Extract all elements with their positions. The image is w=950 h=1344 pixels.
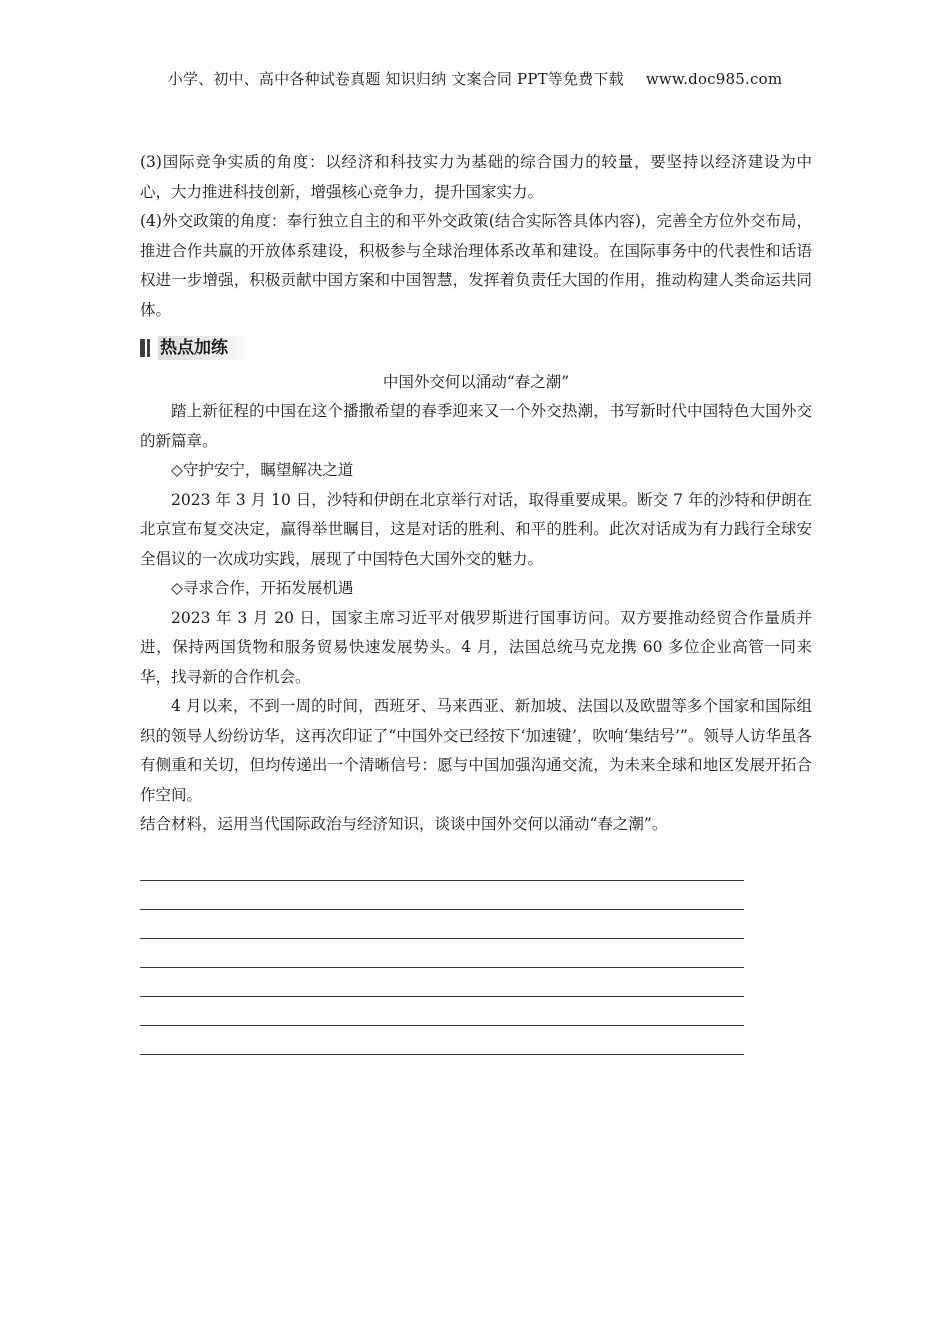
answer-line[interactable] — [140, 910, 744, 939]
header-text: 小学、初中、高中各种试卷真题 知识归纳 文案合同 PPT等免费下载 — [167, 70, 624, 88]
section-marker-icon — [140, 338, 152, 358]
article-intro: 踏上新征程的中国在这个播撒希望的春季迎来又一个外交热潮，书写新时代中国特色大国外交的新篇章。 — [140, 402, 812, 450]
article-subheading-1: ◇守护安宁，瞩望解决之道 — [171, 461, 354, 479]
article-paragraph-1: 2023 年 3 月 10 日，沙特和伊朗在北京举行对话，取得重要成果。断交 7 年的沙特和伊朗在北京宣布复交决定，赢得举世瞩目，这是对话的胜利、和平的胜利。此次对话成为有力践行全球安全倡议的一次成功实践，展现了中国特色大国外交的魅力。 — [140, 490, 812, 568]
page-header — [0, 68, 950, 89]
question-prompt: 结合材料，运用当代国际政治与经济知识，谈谈中国外交何以涌动“春之潮”。 — [140, 815, 668, 833]
answer-line[interactable] — [140, 1026, 744, 1055]
article-title: 中国外交何以涌动“春之潮” — [382, 373, 570, 391]
answer-line[interactable] — [140, 881, 744, 910]
answer-line[interactable] — [140, 939, 744, 968]
article-paragraph-2: 2023 年 3 月 20 日，国家主席习近平对俄罗斯进行国事访问。双方要推动经贸合作量质并进，保持两国货物和服务贸易快速发展势头。4 月，法国总统马克龙携 60 多位企业高管一同来华，找寻新的合作机会。 — [140, 608, 812, 686]
answer-line[interactable] — [140, 997, 744, 1026]
answer-area[interactable] — [140, 852, 744, 1055]
point-4-paragraph: (4)外交政策的角度：奉行独立自主的和平外交政策(结合实际答具体内容)，完善全方位外交布局，推进合作共赢的开放体系建设，积极参与全球治理体系改革和建设。在国际事务中的代表性和话语权进一步增强，积极贡献中国方案和中国智慧，发挥着负责任大国的作用，推动构建人类命运共同体。 — [140, 212, 812, 319]
article-paragraph-3: 4 月以来，不到一周的时间，西班牙、马来西亚、新加坡、法国以及欧盟等多个国家和国际组织的领导人纷纷访华，这再次印证了“中国外交已经按下‘加速键’，吹响‘集结号’”。领导人访华虽各有侧重和关切，但均传递出一个清晰信号：愿与中国加强沟通交流，为未来全球和地区发展开拓合作空间。 — [140, 697, 812, 804]
answer-line[interactable] — [140, 968, 744, 997]
section-tag — [140, 335, 812, 361]
section-label: 热点加练 — [158, 336, 250, 360]
article-subheading-2: ◇寻求合作，开拓发展机遇 — [171, 579, 354, 597]
answer-line[interactable] — [140, 852, 744, 881]
header-site: www.doc985.com — [645, 70, 783, 88]
point-3-paragraph: (3)国际竞争实质的角度：以经济和科技实力为基础的综合国力的较量，要坚持以经济建设为中心，大力推进科技创新，增强核心竞争力，提升国家实力。 — [140, 153, 812, 201]
document-body — [140, 148, 812, 1055]
